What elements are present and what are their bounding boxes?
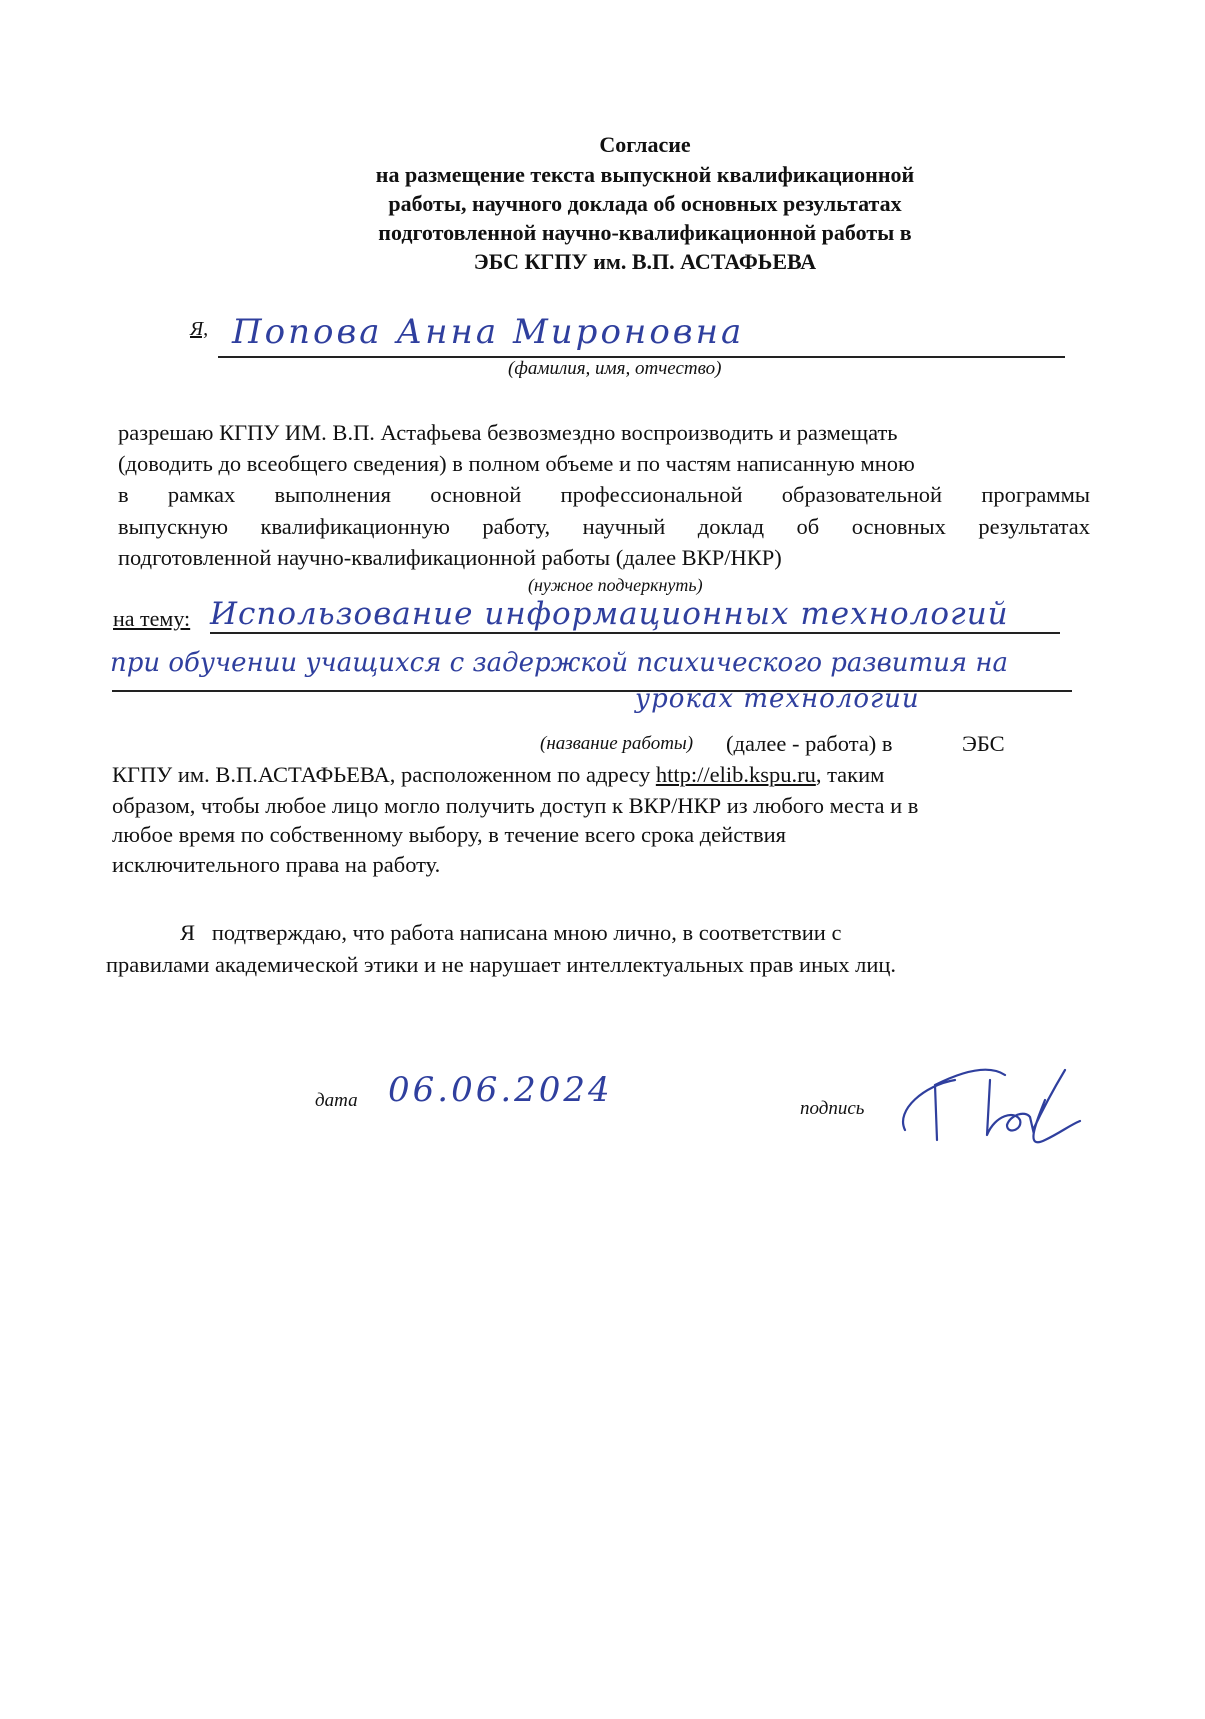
handwritten-topic-line: Использование информационных технологий (210, 596, 1009, 632)
ebs-label: ЭБС (962, 731, 1005, 756)
handwritten-topic-line: уроках технологии (635, 684, 920, 714)
title-line: подготовленной научно-квалификационной работы в (378, 220, 912, 245)
topic-label: на тему: (113, 606, 191, 631)
placement-line: исключительного права на работу. (112, 852, 441, 877)
permission-line: разрешаю КГПУ ИМ. В.П. Астафьева безвозмездно воспроизводить и размещать (118, 420, 898, 445)
permission-caption: (нужное подчеркнуть) (528, 575, 703, 595)
confirmation-line: Я подтверждаю, что работа написана мною лично, в соответствии с (180, 920, 842, 945)
permission-line: подготовленной научно-квалификационной работы (далее ВКР/НКР) (118, 545, 782, 570)
placement-line (112, 762, 884, 788)
placement-line: любое время по собственному выбору, в течение всего срока действия (112, 822, 787, 847)
document-heading: Согласие (599, 132, 691, 157)
permission-line: выпускную квалификационную работу, научный доклад об основных результатах (118, 514, 1090, 539)
topic-underline (112, 690, 1072, 692)
signature-image (895, 1055, 1095, 1150)
handwritten-date: 06.06.2024 (388, 1070, 613, 1110)
handwritten-topic-line: при обучении учащихся с задержкой психического развития на (110, 648, 1008, 678)
title-line: ЭБС КГПУ им. В.П. АСТАФЬЕВА (473, 249, 817, 274)
permission-line: (доводить до всеобщего сведения) в полном объеме и по частям написанную мною (118, 451, 915, 476)
name-caption: (фамилия, имя, отчество) (508, 358, 722, 379)
topic-underline (210, 632, 1060, 634)
title-line: на размещение текста выпускной квалификационной (375, 162, 915, 187)
placement-line: образом, чтобы любое лицо могло получить доступ к ВКР/НКР из любого места и в (112, 793, 919, 818)
applicant-prefix: Я, (190, 318, 209, 340)
permission-line: в рамках выполнения основной профессиональной образовательной программы (118, 482, 1090, 507)
signature-label: подпись (800, 1098, 865, 1119)
placement-text: КГПУ им. В.П.АСТАФЬЕВА, расположенном по адресу (112, 762, 656, 787)
topic-after-caption: (далее - работа) в (726, 731, 893, 756)
placement-text: , таким (815, 762, 885, 787)
date-label: дата (315, 1090, 358, 1111)
title-line: работы, научного доклада об основных результатах (388, 191, 902, 216)
handwritten-name: Попова Анна Мироновна (232, 312, 745, 352)
elib-link[interactable]: http://elib.kspu.ru (655, 762, 816, 787)
topic-caption: (название работы) (540, 733, 694, 754)
confirmation-line: правилами академической этики и не нарушает интеллектуальных прав иных лиц. (106, 952, 897, 977)
